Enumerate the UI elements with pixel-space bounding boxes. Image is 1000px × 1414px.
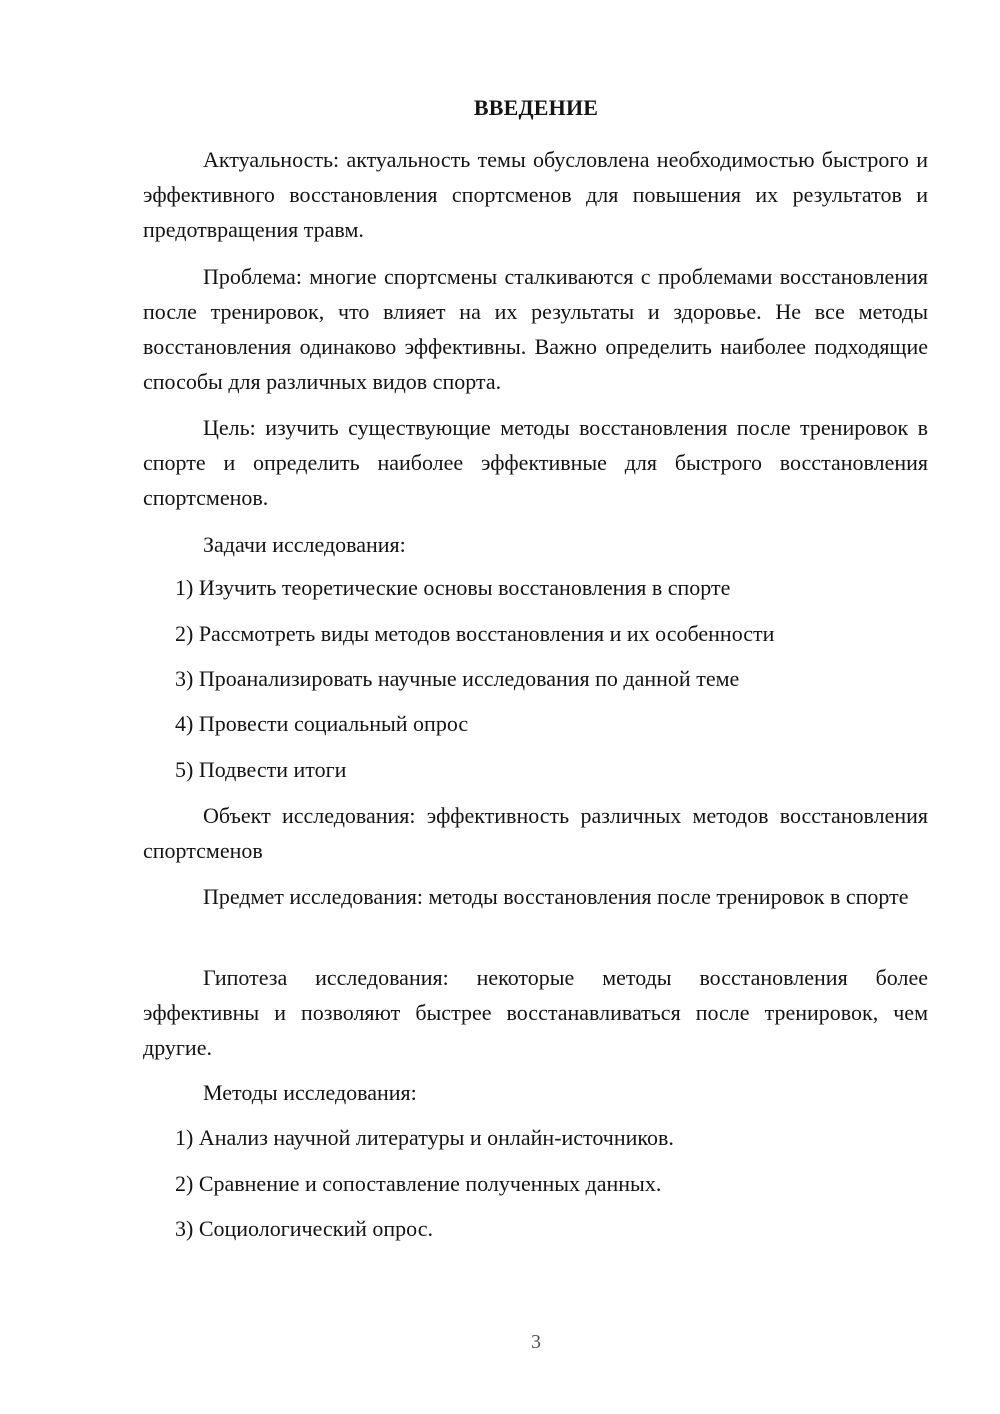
task-item: 1) Изучить теоретические основы восстановления в спорте [175,575,731,600]
paragraph-hypothesis: Гипотеза исследования: некоторые методы восстановления более эффективны и позволяют быстрее восстанавливаться после тренировок, чем другие. [143,965,928,1060]
paragraph-relevance: Актуальность: актуальность темы обусловлена необходимостью быстрого и эффективного восстановления спортсменов для повышения их результатов и предотвращения травм. [143,147,928,242]
paragraph-object: Объект исследования: эффективность различных методов восстановления спортсменов [143,803,928,863]
method-item: 2) Сравнение и сопоставление полученных данных. [175,1171,662,1196]
paragraph-subject: Предмет исследования: методы восстановления после тренировок в спорте [203,884,909,909]
task-item: 5) Подвести итоги [175,757,347,782]
task-item: 4) Провести социальный опрос [175,711,469,736]
method-item: 1) Анализ научной литературы и онлайн-источников. [175,1125,674,1150]
tasks-heading: Задачи исследования: [203,532,406,557]
method-item: 3) Социологический опрос. [175,1216,433,1241]
paragraph-goal: Цель: изучить существующие методы восстановления после тренировок в спорте и определить наиболее эффективные для быстрого восстановления спортсменов. [143,415,928,510]
task-item: 2) Рассмотреть виды методов восстановления и их особенности [175,621,775,646]
page-number: 3 [531,1331,541,1353]
page-title: ВВЕДЕНИЕ [473,95,599,120]
methods-heading: Методы исследования: [203,1080,417,1105]
task-item: 3) Проанализировать научные исследования по данной теме [175,666,740,691]
paragraph-problem: Проблема: многие спортсмены сталкиваются с проблемами восстановления после тренировок, что влияет на их результаты и здоровье. Не все методы восстановления одинаково эффективны. Важно определить наиболее подходящие способы для различных видов спорта. [143,264,928,394]
